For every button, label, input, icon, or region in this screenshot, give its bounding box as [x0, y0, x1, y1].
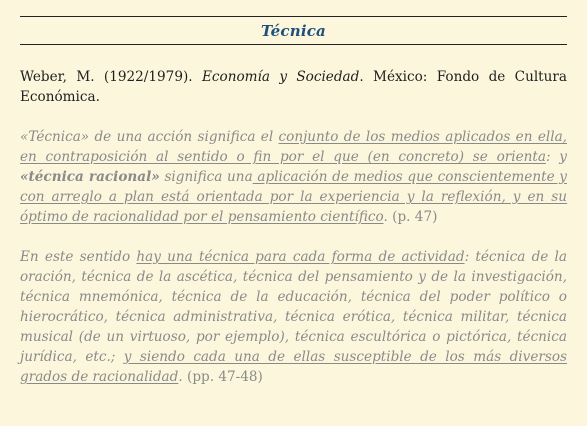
quote-paragraph-1	[20, 127, 567, 227]
reference-publisher: . México: Fondo de Cultura Económica.	[20, 69, 568, 105]
title-bar	[20, 16, 567, 45]
quote-paragraph-2	[20, 247, 567, 387]
quote1-text-1: «Técnica» de una acción significa el	[20, 129, 279, 145]
quote1-underline-1: conjunto de los medios aplicados en ella, en contraposición al sentido o fin por el que (en concreto) se orienta	[20, 129, 567, 165]
quote1-text-2: : y	[545, 149, 567, 165]
quote1-text-3: significa una	[159, 169, 253, 185]
quote1-underline-2: aplicación de medios que conscientemente y con arreglo a plan está orientada por la experiencia y la reflexión, y en su óptimo de racionalidad por el pensamiento científico	[20, 169, 567, 225]
quote1-page-ref: (p. 47)	[387, 209, 438, 225]
quote2-text-3: .	[178, 369, 183, 385]
page	[0, 16, 587, 426]
quote2-page-ref: (pp. 47-48)	[182, 369, 263, 385]
quote2-underline-2: y siendo cada una de ellas susceptible de los más diversos grados de racionalidad	[20, 349, 567, 385]
quote2-text-2: : técnica de la oración, técnica de la ascética, técnica del pensamiento y de la investigación, técnica mnemónica, técnica de la educación, técnica del poder político o hierocrático, técnica administrativa, técnica erótica, técnica militar, técnica musical (de un virtuoso, por ejemplo), técnica escultórica o pictórica, técnica jurídica, etc.;	[20, 249, 567, 365]
bibliographic-reference	[20, 67, 567, 107]
page-title: Técnica	[261, 21, 326, 40]
quote2-underline-1: hay una técnica para cada forma de actividad	[136, 249, 465, 265]
quote2-text-1: En este sentido	[20, 249, 137, 265]
quote1-bold-term: «técnica racional»	[20, 169, 160, 185]
quote1-text-4: .	[383, 209, 388, 225]
reference-author: Weber, M. (1922/1979).	[20, 69, 193, 85]
reference-work-title: Economía y Sociedad	[201, 69, 360, 85]
